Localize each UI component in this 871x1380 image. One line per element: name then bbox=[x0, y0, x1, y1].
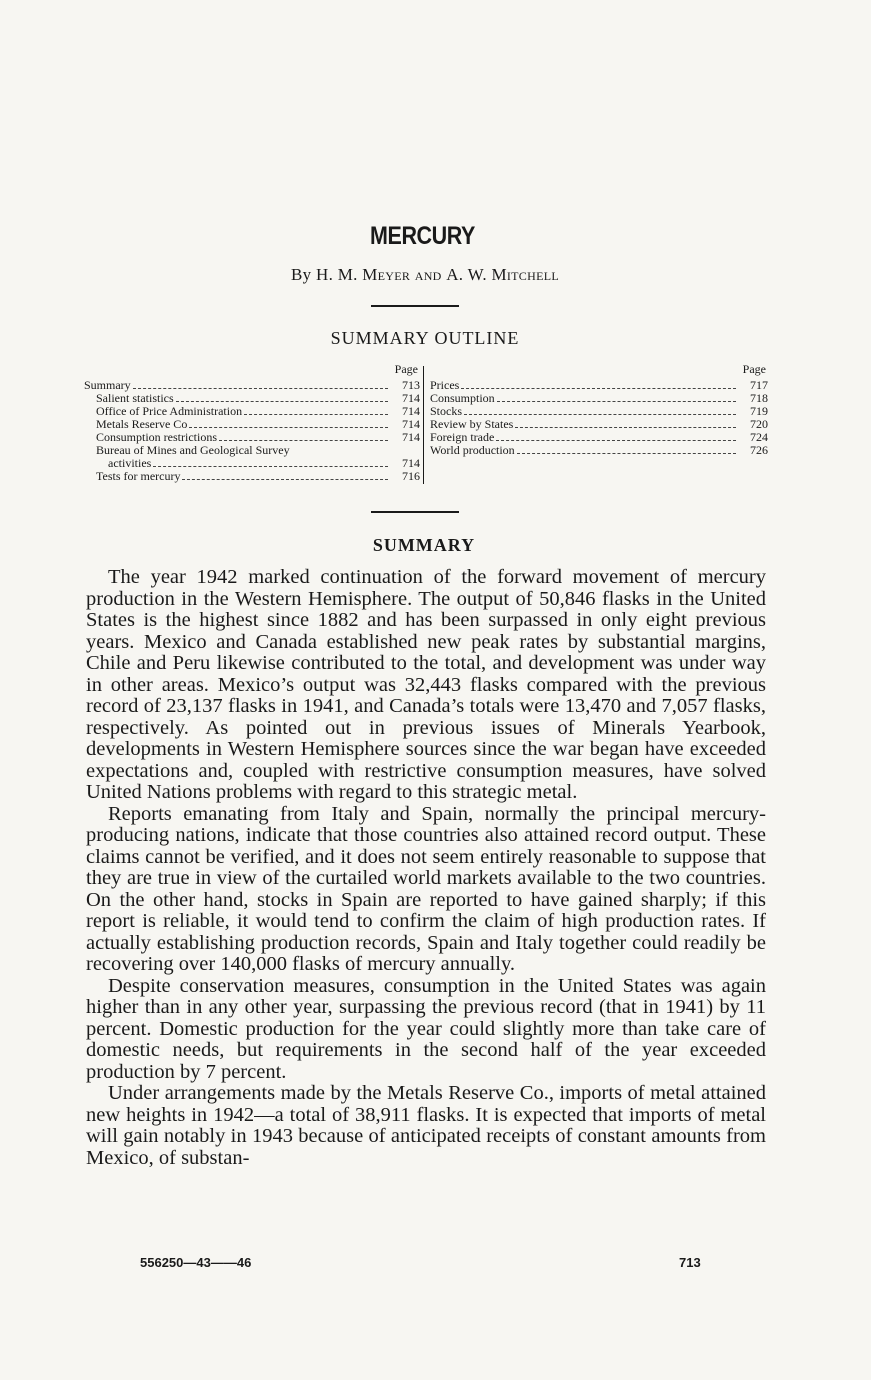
toc-entry-page: 719 bbox=[750, 404, 768, 418]
toc-entry-label: Consumption restrictions bbox=[96, 430, 217, 444]
toc-entry-label: Office of Price Administration bbox=[96, 404, 243, 418]
print-code: 556250—43——46 bbox=[140, 1255, 252, 1270]
toc-entry-page: 717 bbox=[750, 378, 768, 392]
paragraph: Under arrangements made by the Metals Reserve Co., imports of metal attained new heights in 1942—a total of 38,911 flasks. It is expected that imports of metal will gain notably in 1943 because of anticipated receipts of constant amounts from Mexico, of substan- bbox=[86, 1082, 766, 1169]
toc-entry-page: 714 bbox=[402, 404, 420, 418]
byline-prefix: By bbox=[291, 265, 312, 284]
toc-entry[interactable] bbox=[430, 444, 768, 457]
toc-entry-page: 716 bbox=[402, 469, 420, 483]
toc-entry-page: 714 bbox=[402, 456, 420, 470]
toc-entry[interactable] bbox=[430, 392, 768, 405]
toc-entry-label: Tests for mercury bbox=[96, 469, 181, 483]
toc-page-label: Page bbox=[742, 362, 766, 376]
toc-entry-page: 714 bbox=[402, 417, 420, 431]
toc-entry-label: Review by States bbox=[430, 417, 514, 431]
page-number: 713 bbox=[679, 1255, 701, 1270]
toc-entry-label: World production bbox=[430, 443, 515, 457]
toc-entry-label: Prices bbox=[430, 378, 460, 392]
page-title: MERCURY bbox=[370, 222, 475, 250]
toc-entry-label: Summary bbox=[84, 378, 131, 392]
toc-entry-page: 720 bbox=[750, 417, 768, 431]
toc-entry-page: 724 bbox=[750, 430, 768, 444]
toc-entry-label: Foreign trade bbox=[430, 430, 495, 444]
toc-page-label: Page bbox=[394, 362, 418, 376]
toc-entry-page: 714 bbox=[402, 430, 420, 444]
toc-divider bbox=[423, 366, 424, 484]
toc-entry-label-line1[interactable]: Bureau of Mines and Geological Survey bbox=[96, 443, 290, 457]
toc-entry-page: 726 bbox=[750, 443, 768, 457]
toc-entry-page: 713 bbox=[402, 378, 420, 392]
toc-entry-page: 714 bbox=[402, 391, 420, 405]
author-2: A. W. Mitchell bbox=[446, 265, 559, 284]
toc-entry-label: Stocks bbox=[430, 404, 463, 418]
toc-entry-label: Consumption bbox=[430, 391, 495, 405]
toc-entry-page: 718 bbox=[750, 391, 768, 405]
summary-body bbox=[86, 567, 766, 1169]
toc-entry-label: activities bbox=[108, 456, 152, 470]
byline-and: and bbox=[414, 265, 442, 284]
toc-entry-label: Metals Reserve Co bbox=[96, 417, 188, 431]
paragraph: The year 1942 marked continuation of the forward movement of mercury production in the Western Hemisphere. The output of 50,846 flasks in the United States is the highest since 1882 and has been surpassed in only eight previous years. Mexico and Canada established new peak rates by substantial margins, Chile and Peru likewise contributed to the total, and development was under way in other areas. Mexico’s output was 32,443 flasks compared with the previous record of 23,137 flasks in 1941, and Canada’s totals were 13,470 and 7,057 flasks, respectively. As pointed out in previous issues of Minerals Yearbook, developments in Western Hemisphere sources since the war began have exceeded expectations and, coupled with restrictive consumption measures, have solved United Nations problems with regard to this strategic metal. bbox=[86, 566, 766, 803]
summary-heading: SUMMARY bbox=[372, 535, 476, 555]
byline bbox=[0, 265, 850, 285]
paragraph: Despite conservation measures, consumption in the United States was again higher than in any other year, surpassing the previous record (that in 1941) by 11 percent. Domestic production for the year could slightly more than take care of domestic needs, but requirements in the second half of the year exceeded production by 7 percent. bbox=[86, 974, 766, 1083]
toc-entry-label: Salient statistics bbox=[96, 391, 174, 405]
toc-left-column bbox=[84, 363, 420, 483]
outline-heading: SUMMARY OUTLINE bbox=[330, 328, 520, 348]
toc-right-column bbox=[430, 363, 768, 457]
author-1: H. M. Meyer bbox=[316, 265, 411, 284]
paragraph: Reports emanating from Italy and Spain, normally the principal mercury-producing nations, indicate that those countries also attained record output. These claims cannot be verified, and it does not seem entirely reasonable to suppose that they are true in view of the curtailed world markets available to the two countries. On the other hand, stocks in Spain are reported to have gained sharply; if this report is reliable, it would tend to confirm the claim of high production rates. If actually establishing production records, Spain and Italy together could readily be recovering over 140,000 flasks of mercury annually. bbox=[86, 802, 766, 975]
section-rule bbox=[371, 511, 459, 513]
toc-entry[interactable] bbox=[84, 470, 420, 483]
title-rule bbox=[371, 305, 459, 307]
